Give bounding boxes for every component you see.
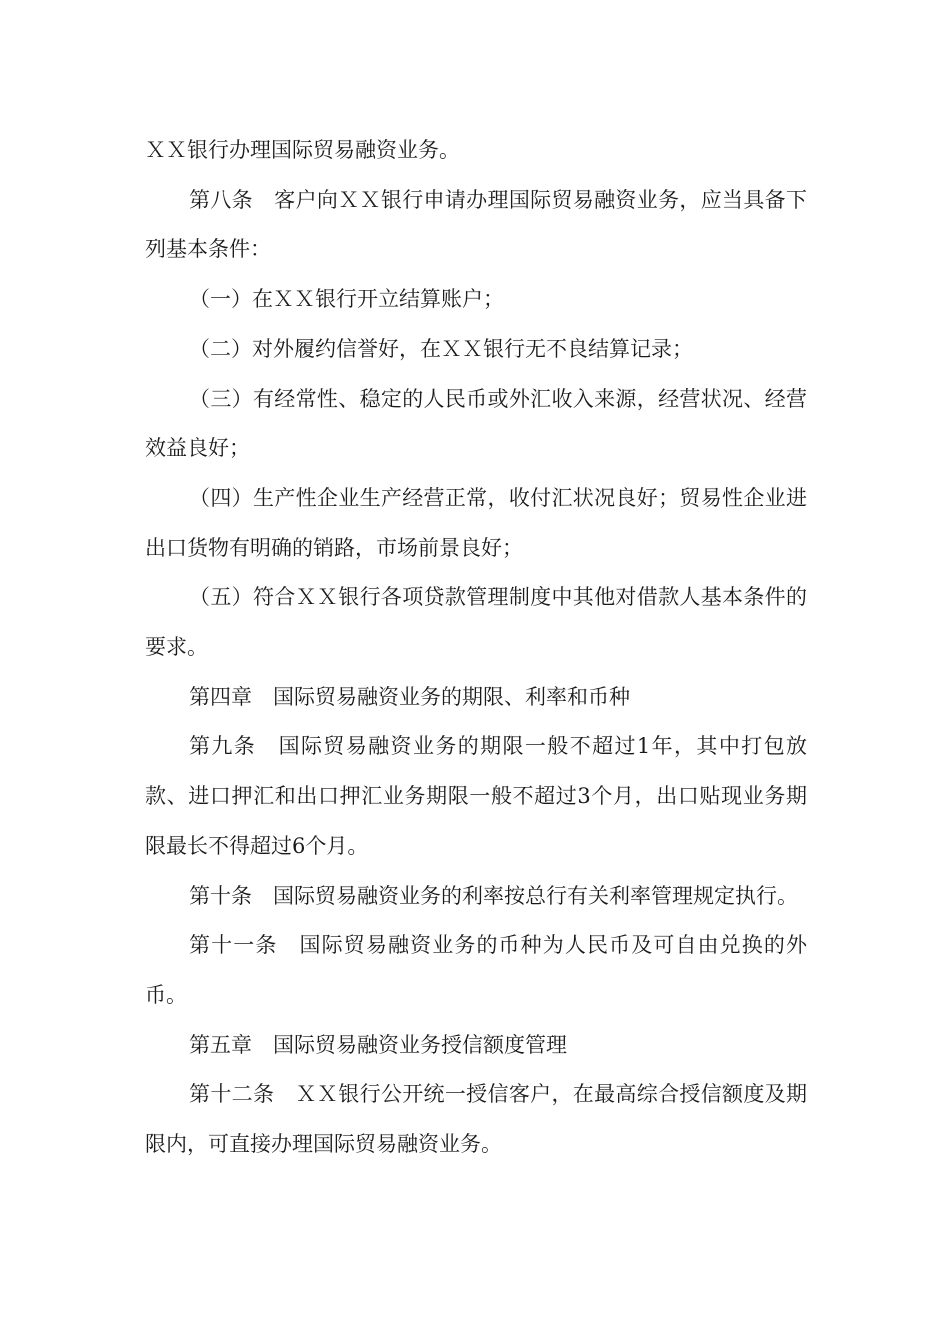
article-10: 第十条 国际贸易融资业务的利率按总行有关利率管理规定执行。 <box>189 883 798 908</box>
document-body <box>145 126 807 1170</box>
article-11: 第十一条 国际贸易融资业务的币种为人民币及可自由兑换的外币。 <box>145 933 807 1007</box>
chapter-5-heading: 第五章 国际贸易融资业务授信额度管理 <box>189 1032 567 1057</box>
paragraph-continuation: ＸＸ银行办理国际贸易融资业务。 <box>145 138 460 162</box>
article-12: 第十二条 ＸＸ银行公开统一授信客户，在最高综合授信额度及期限内，可直接办理国际贸易融资业务。 <box>145 1082 807 1157</box>
condition-1: （一）在ＸＸ银行开立结算账户； <box>189 287 504 312</box>
chapter-4-heading: 第四章 国际贸易融资业务的期限、利率和币种 <box>189 684 630 709</box>
condition-5: （五）符合ＸＸ银行各项贷款管理制度中其他对借款人基本条件的要求。 <box>145 585 807 660</box>
article-8: 第八条 客户向ＸＸ银行申请办理国际贸易融资业务，应当具备下列基本条件： <box>145 187 807 262</box>
condition-3: （三）有经常性、稳定的人民币或外汇收入来源，经营状况、经营效益良好； <box>145 386 807 461</box>
condition-4: （四）生产性企业生产经营正常，收付汇状况良好；贸易性企业进出口货物有明确的销路，市场前景良好； <box>145 485 807 560</box>
article-9: 第九条 国际贸易融资业务的期限一般不超过1年，其中打包放款、进口押汇和出口押汇业务期限一般不超过3个月，出口贴现业务期限最长不得超过6个月。 <box>145 734 807 858</box>
condition-2: （二）对外履约信誉好，在ＸＸ银行无不良结算记录； <box>189 336 693 361</box>
